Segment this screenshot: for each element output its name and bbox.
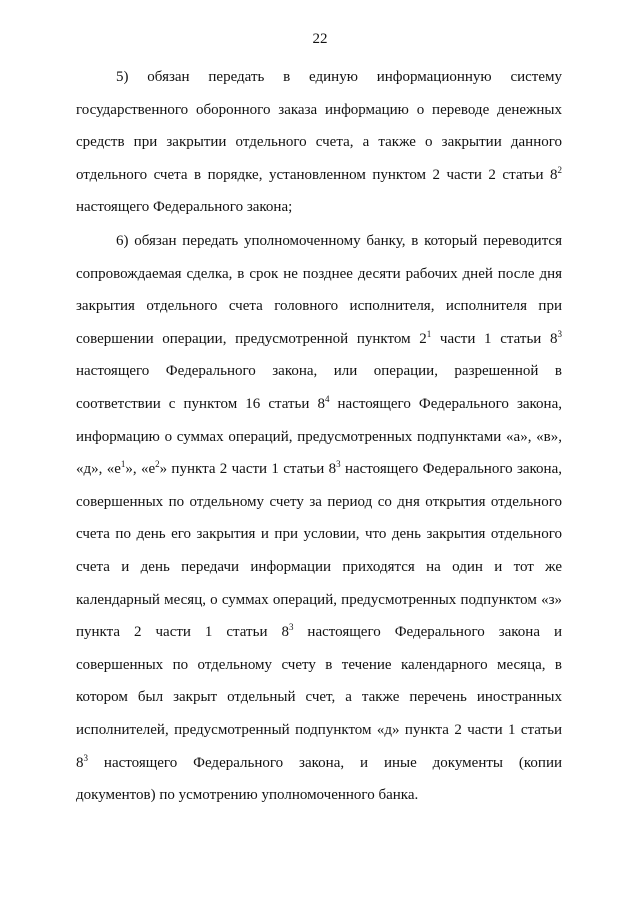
text-run: отдельного счета в порядке, установленном пунктом 2 части 2 статьи 8 <box>76 166 558 183</box>
text-line <box>76 686 562 708</box>
text-line <box>76 491 562 513</box>
superscript: 4 <box>324 394 330 404</box>
text-run: счета по день его закрытия и при условии, что день закрытия отдельного <box>76 526 562 543</box>
text-line <box>76 523 562 545</box>
superscript: 3 <box>288 622 294 633</box>
superscript: 1 <box>426 328 432 339</box>
text-run: совершении операции, предусмотренной пунктом 2 <box>76 330 427 347</box>
text-line <box>76 556 562 578</box>
text-run: настоящего Федерального закона и <box>293 624 562 641</box>
text-line <box>76 196 562 218</box>
text-run: исполнителей, предусмотренный подпунктом «д» пункта 2 части 1 статьи <box>76 722 562 738</box>
text-run: совершенных по отдельному счету в течение календарного месяца, в <box>76 656 562 673</box>
text-run: 8 <box>76 754 84 771</box>
text-run: информацию о суммах операций, предусмотренных подпунктами «а», «в», <box>76 428 562 445</box>
text-line <box>76 131 562 153</box>
text-run: закрытия отдельного счета головного исполнителя, исполнителя при <box>76 298 562 315</box>
text-run: настоящего Федерального закона, или операции, разрешенной в <box>76 363 562 380</box>
text-run: соответствии с пунктом 16 статьи 8 <box>76 396 325 412</box>
text-run: настоящего Федерального закона, <box>340 461 562 478</box>
text-run: части 1 статьи 8 <box>431 330 558 347</box>
text-run: настоящего Федерального закона; <box>76 199 293 216</box>
text-line <box>76 295 562 317</box>
text-line <box>76 99 562 121</box>
text-run: совершенных по отдельному счету за период со дня открытия отдельного <box>76 493 562 510</box>
text-line <box>76 263 562 285</box>
text-line <box>76 360 562 382</box>
page-number: 22 <box>312 31 328 47</box>
superscript: 3 <box>336 459 341 470</box>
superscript: 2 <box>557 164 562 175</box>
text-run: », «е <box>125 461 156 478</box>
text-run: настоящего Федерального закона, <box>329 396 562 412</box>
text-line <box>76 458 562 480</box>
text-run: документов) по усмотрению уполномоченного банка. <box>76 787 419 804</box>
text-line <box>76 328 562 350</box>
text-run: настоящего Федерального закона, и иные документы (копии <box>88 754 562 771</box>
text-line <box>76 230 562 252</box>
text-run: пункта 2 части 1 статьи 8 <box>76 624 289 641</box>
text-line <box>76 654 562 676</box>
text-line <box>76 784 562 806</box>
text-run: » пункта 2 части 1 статьи 8 <box>159 461 337 478</box>
text-run: календарный месяц, о суммах операций, предусмотренных подпунктом «з» <box>76 591 562 608</box>
text-run: счета и день передачи информации приходятся на один и тот же <box>76 559 562 575</box>
text-line <box>76 589 562 611</box>
text-run: котором был закрыт отдельный счет, а также перечень иностранных <box>76 689 562 706</box>
text-run: 5) обязан передать в единую информационную систему <box>116 69 562 85</box>
text-line <box>76 393 562 415</box>
superscript: 1 <box>120 459 126 470</box>
superscript: 3 <box>557 328 562 339</box>
text-line <box>76 621 562 643</box>
text-line <box>76 752 562 774</box>
text-line <box>76 66 562 88</box>
text-line <box>76 426 562 448</box>
text-line <box>76 164 562 186</box>
superscript: 2 <box>155 459 160 470</box>
text-run: государственного оборонного заказа информацию о переводе денежных <box>76 101 562 118</box>
text-line <box>76 719 562 741</box>
text-run: «д», «е <box>76 461 121 478</box>
superscript: 3 <box>83 752 88 763</box>
text-run: сопровождаемая сделка, в срок не позднее десяти рабочих дней после дня <box>76 265 562 282</box>
text-run: средств при закрытии отдельного счета, а также о закрытии данного <box>76 134 562 151</box>
text-run: 6) обязан передать уполномоченному банку, в который переводится <box>116 233 562 249</box>
